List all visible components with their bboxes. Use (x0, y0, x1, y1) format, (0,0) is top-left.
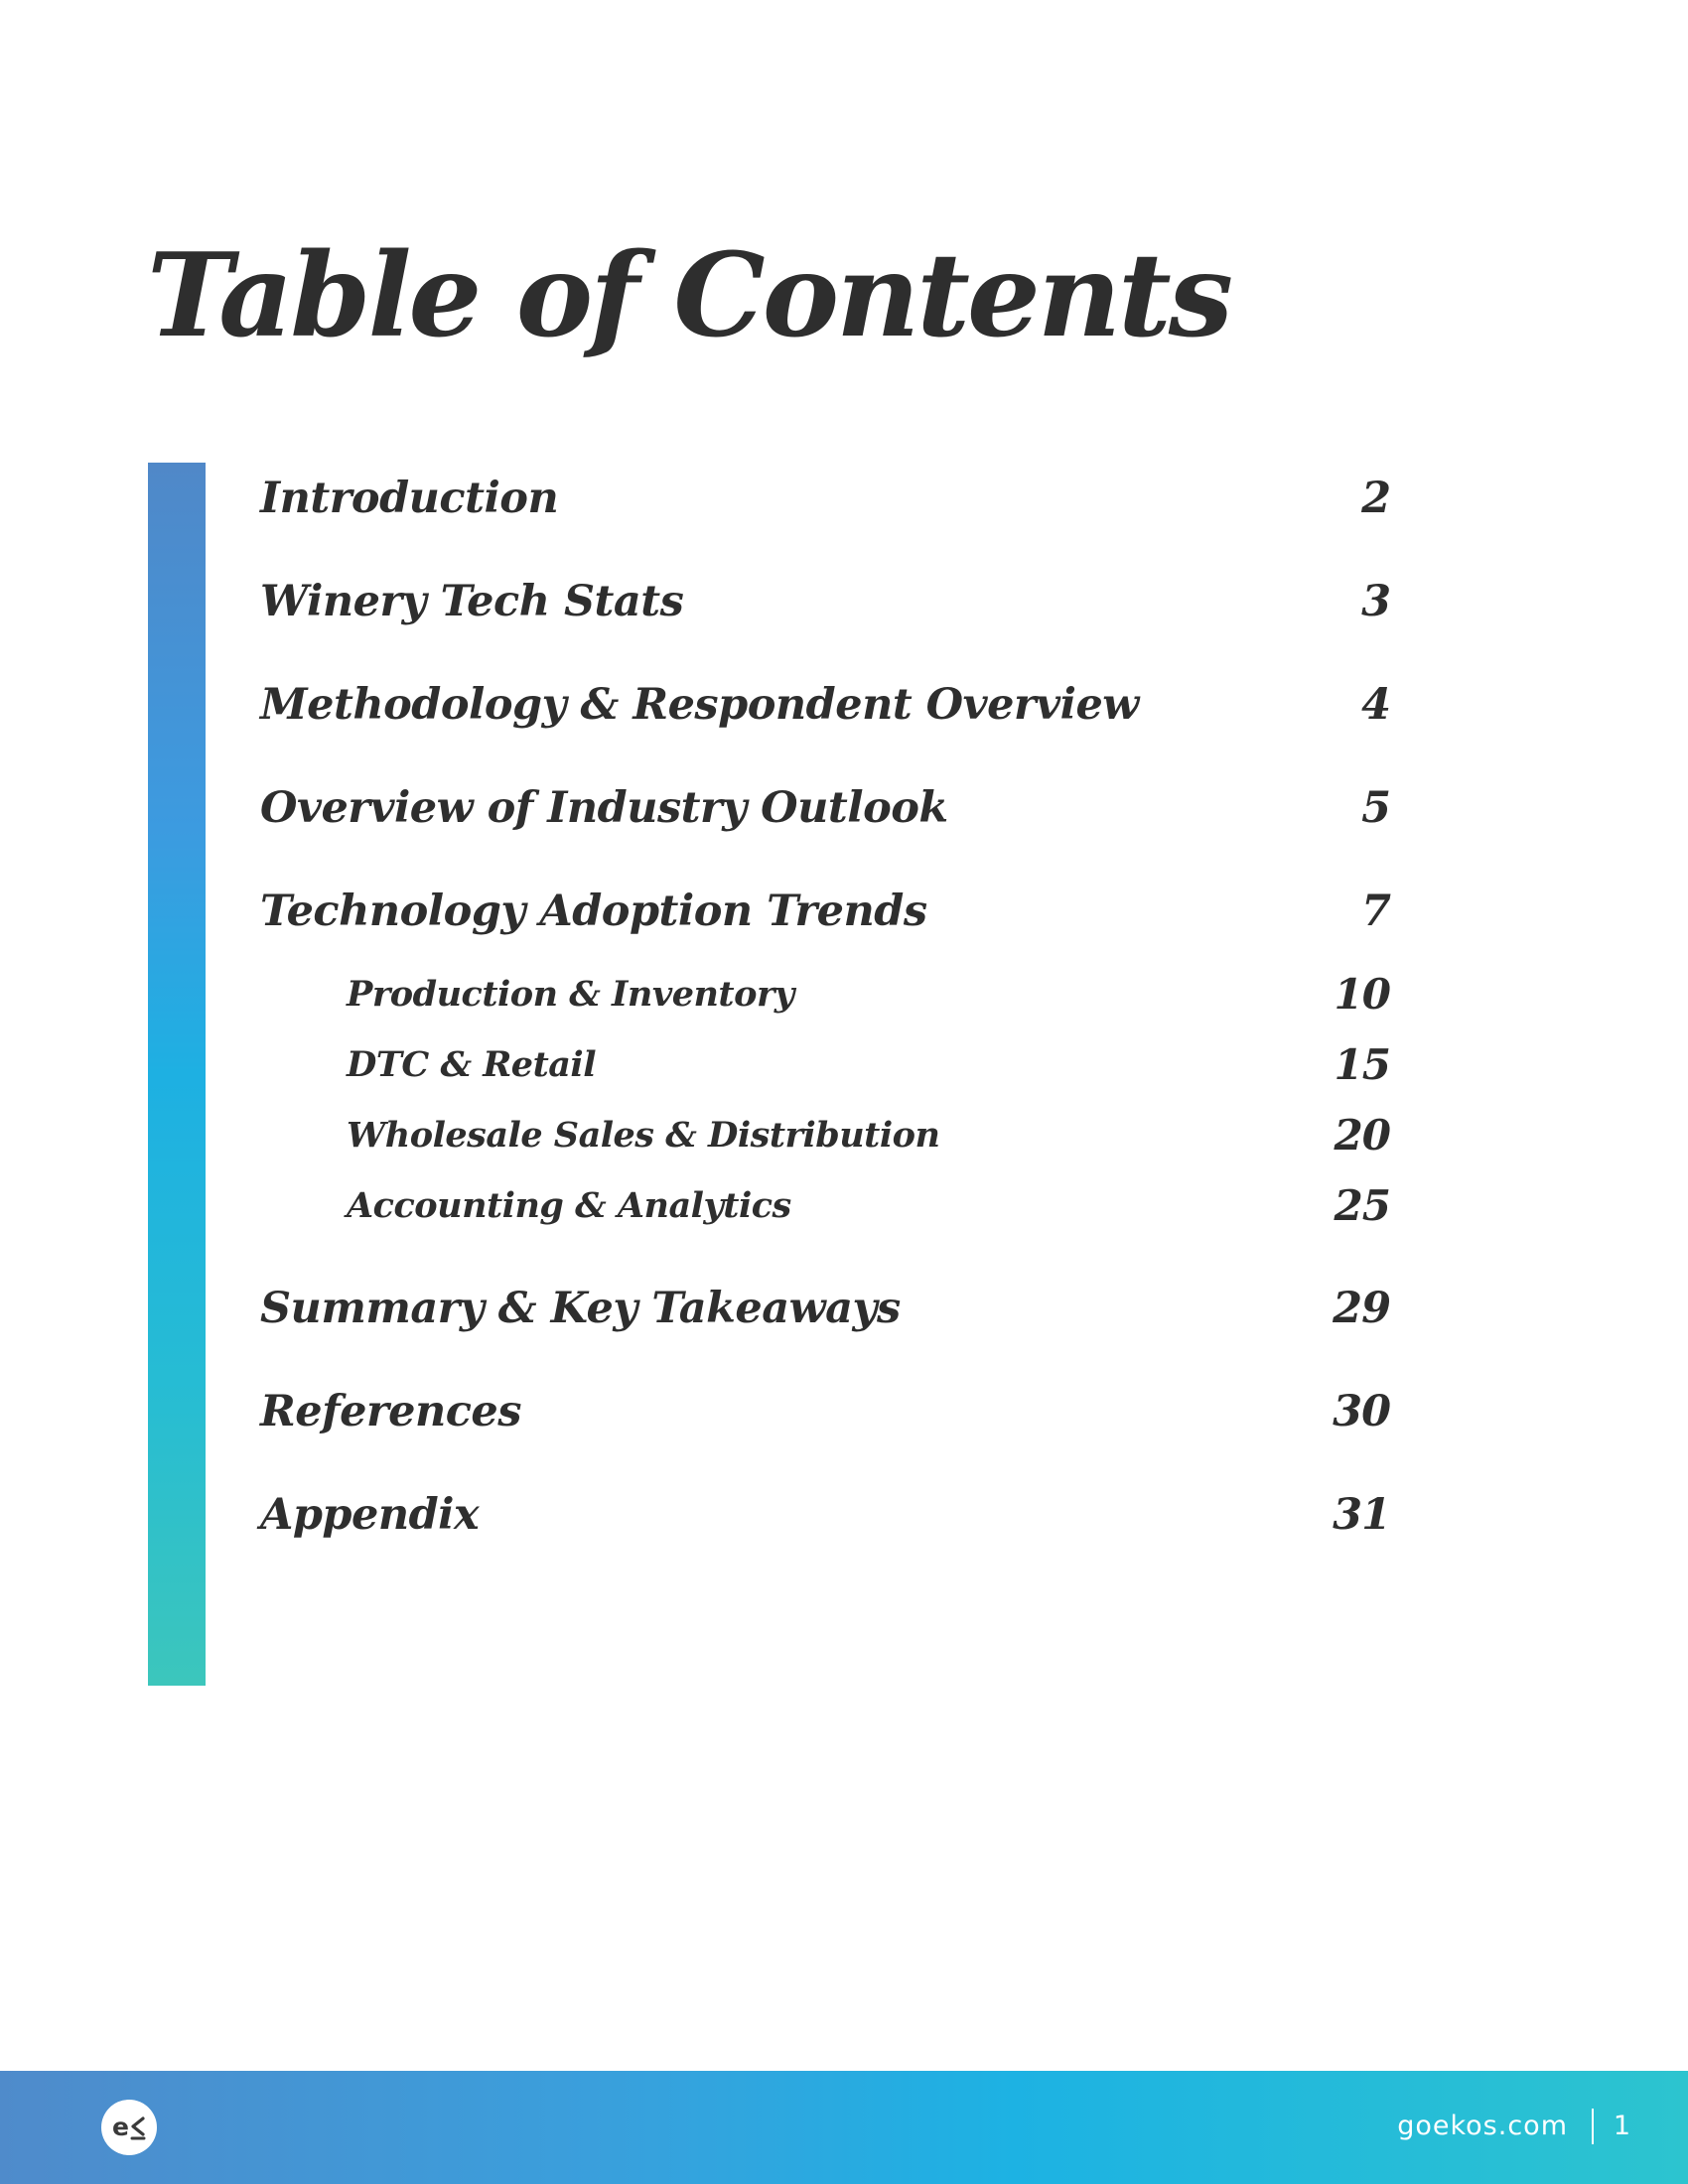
toc-entry-page: 30 (1333, 1387, 1390, 1436)
toc-entry-references[interactable] (260, 1386, 1390, 1437)
toc-subentry-dtc-retail[interactable] (347, 1040, 1390, 1089)
toc-entry-introduction[interactable] (260, 473, 1390, 524)
toc-entry-technology-adoption[interactable] (260, 886, 1390, 937)
toc-entry-title: Winery Tech Stats (260, 577, 684, 626)
toc-entry-title: Summary & Key Takeaways (260, 1284, 901, 1333)
toc-entry-winery-tech-stats[interactable] (260, 576, 1390, 627)
footer-divider (1592, 2109, 1594, 2144)
toc-entry-title: Accounting & Analytics (347, 1185, 791, 1226)
page-footer (0, 2071, 1688, 2184)
footer-page-number: 1 (1613, 2111, 1630, 2141)
toc-entry-page: 25 (1334, 1181, 1390, 1230)
svg-text:e: e (112, 2113, 129, 2141)
toc-entry-methodology[interactable] (260, 679, 1390, 731)
toc-entry-title: Methodology & Respondent Overview (260, 680, 1139, 730)
toc-entry-page: 2 (1361, 474, 1390, 523)
toc-entry-appendix[interactable] (260, 1489, 1390, 1541)
toc-entry-title: DTC & Retail (347, 1044, 597, 1085)
toc-entry-page: 15 (1334, 1040, 1390, 1089)
toc-subentry-accounting-analytics[interactable] (347, 1181, 1390, 1230)
toc-entry-title: Production & Inventory (347, 974, 794, 1015)
ekos-logo-icon (101, 2100, 157, 2155)
toc-entry-page: 20 (1334, 1111, 1390, 1160)
toc-entry-title: References (260, 1387, 521, 1436)
toc-subentry-production-inventory[interactable] (347, 970, 1390, 1019)
toc-entry-page: 7 (1361, 887, 1390, 936)
toc-subentry-wholesale-distribution[interactable] (347, 1111, 1390, 1160)
page-title: Table of Contents (147, 228, 1231, 363)
toc-entry-title: Wholesale Sales & Distribution (347, 1115, 940, 1156)
toc-entry-page: 31 (1333, 1490, 1390, 1540)
toc-entry-title: Overview of Industry Outlook (260, 783, 948, 833)
toc-entry-industry-outlook[interactable] (260, 782, 1390, 834)
toc-entry-page: 10 (1334, 970, 1390, 1019)
toc-entry-page: 4 (1361, 680, 1390, 730)
toc-entry-title: Technology Adoption Trends (260, 887, 927, 936)
toc-entry-title: Appendix (260, 1490, 480, 1540)
toc-entry-title: Introduction (260, 474, 559, 523)
toc-entry-page: 3 (1361, 577, 1390, 626)
toc-entry-summary[interactable] (260, 1283, 1390, 1334)
toc-entry-page: 5 (1361, 783, 1390, 833)
toc-entry-page: 29 (1333, 1284, 1390, 1333)
footer-website[interactable]: goekos.com (1397, 2111, 1568, 2141)
